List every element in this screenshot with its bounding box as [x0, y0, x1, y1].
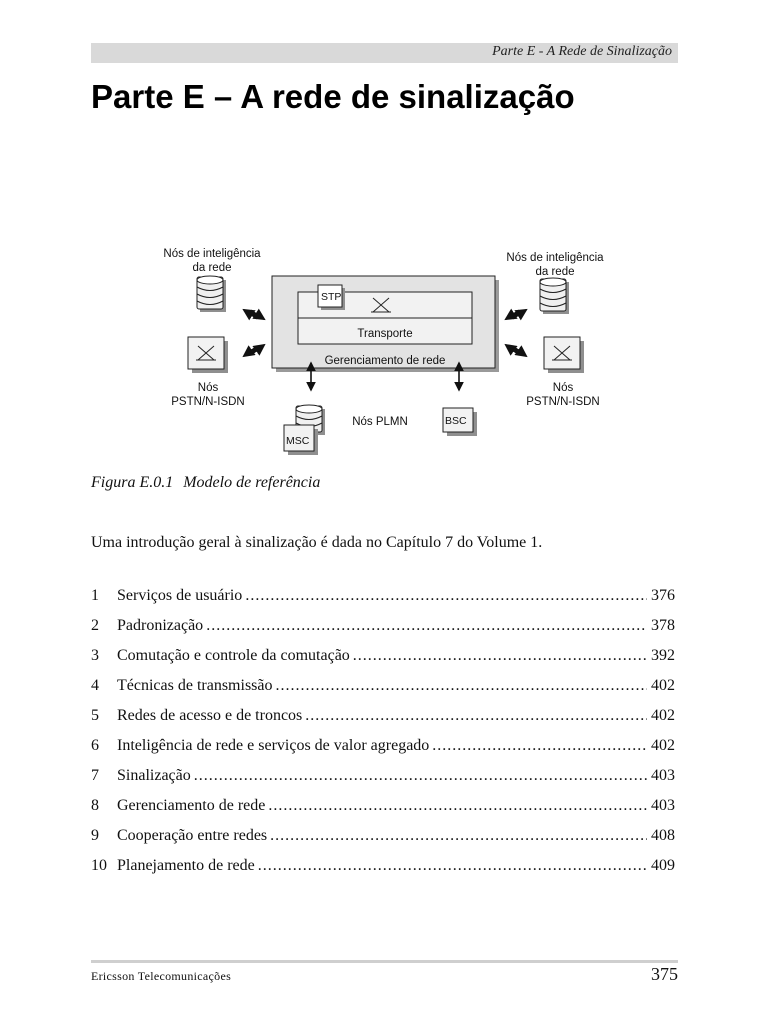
intelligence-left-line2: da rede	[192, 262, 232, 274]
toc-entry-title: Gerenciamento de rede	[117, 797, 266, 814]
figure-caption	[91, 474, 320, 492]
toc-leader-dots	[206, 617, 647, 635]
toc-leader-dots	[268, 797, 647, 815]
network-core-block	[272, 276, 499, 372]
toc-leader-dots	[276, 677, 648, 695]
pstn-left-line1: Nós	[197, 382, 219, 394]
toc-entry-page: 378	[651, 617, 675, 634]
stp-box	[318, 285, 345, 310]
bsc-label: BSC	[445, 415, 467, 427]
toc-entry[interactable]	[91, 617, 675, 647]
toc-entry-title: Cooperação entre redes	[117, 827, 268, 844]
pstn-right-line1: Nós	[552, 382, 574, 394]
intelligence-left-line1: Nós de inteligência	[163, 248, 261, 260]
toc-entry-title: Comutação e controle da comutação	[117, 647, 350, 664]
toc-leader-dots	[353, 647, 647, 665]
toc-entry[interactable]	[91, 857, 675, 887]
stp-label: STP	[321, 291, 342, 303]
toc-entry-number: 8	[91, 797, 99, 814]
plmn-label: Nós PLMN	[352, 416, 408, 428]
toc-entry-page: 409	[651, 857, 675, 874]
toc-entry-number: 6	[91, 737, 99, 754]
toc-entry-page: 403	[651, 797, 675, 814]
intelligence-right-line2: da rede	[535, 266, 575, 278]
toc-entry-title: Padronização	[117, 617, 204, 634]
table-of-contents	[91, 587, 675, 887]
toc-leader-dots	[270, 827, 647, 845]
toc-entry-title: Serviços de usuário	[117, 587, 243, 604]
footer-publisher: Ericsson Telecomunicações	[91, 969, 232, 983]
toc-entry-page: 376	[651, 587, 675, 604]
database-icon	[540, 278, 569, 314]
toc-entry[interactable]	[91, 647, 675, 677]
network-management-label: Gerenciamento de rede	[324, 355, 446, 367]
toc-entry[interactable]	[91, 827, 675, 857]
toc-entry-title: Redes de acesso e de troncos	[117, 707, 303, 724]
toc-entry[interactable]	[91, 707, 675, 737]
pstn-left-line2: PSTN/N-ISDN	[171, 396, 245, 408]
toc-entry-page: 402	[651, 737, 675, 754]
toc-entry-number: 7	[91, 767, 99, 784]
switch-icon	[544, 337, 584, 373]
toc-entry-page: 408	[651, 827, 675, 844]
toc-entry-number: 5	[91, 707, 99, 724]
toc-entry-page: 402	[651, 707, 675, 724]
toc-entry[interactable]	[91, 677, 675, 707]
intelligence-right-line1: Nós de inteligência	[506, 252, 604, 264]
running-header	[91, 43, 678, 63]
pstn-right-line2: PSTN/N-ISDN	[526, 396, 600, 408]
page-title: Parte E – A rede de sinalização	[91, 78, 575, 115]
toc-leader-dots	[305, 707, 647, 725]
toc-entry-page: 402	[651, 677, 675, 694]
msc-label: MSC	[286, 435, 310, 447]
toc-leader-dots	[258, 857, 647, 875]
toc-leader-dots	[194, 767, 647, 785]
footer-page-number: 375	[651, 964, 678, 984]
toc-entry-title: Inteligência de rede e serviços de valor agregado	[117, 737, 430, 754]
bsc-box	[443, 408, 477, 436]
toc-entry[interactable]	[91, 587, 675, 617]
toc-entry-number: 10	[91, 857, 107, 874]
toc-entry[interactable]	[91, 737, 675, 767]
footer-rule	[91, 960, 678, 963]
toc-entry-number: 1	[91, 587, 99, 604]
switch-icon	[188, 337, 228, 373]
toc-entry-number: 4	[91, 677, 99, 694]
intro-paragraph: Uma introdução geral à sinalização é dada no Capítulo 7 do Volume 1.	[91, 534, 543, 551]
msc-box	[284, 425, 318, 455]
toc-entry[interactable]	[91, 797, 675, 827]
toc-entry-title: Planejamento de rede	[117, 857, 255, 874]
toc-leader-dots	[432, 737, 647, 755]
running-header-title: Parte E - A Rede de Sinalização	[492, 44, 672, 59]
toc-entry-number: 9	[91, 827, 99, 844]
toc-entry-number: 2	[91, 617, 99, 634]
reference-model-figure	[140, 240, 640, 470]
figure-caption-title: Modelo de referência	[183, 474, 321, 491]
toc-leader-dots	[245, 587, 647, 605]
toc-entry-number: 3	[91, 647, 99, 664]
toc-entry-title: Técnicas de transmissão	[117, 677, 273, 694]
figure-caption-number: Figura E.0.1	[91, 474, 174, 491]
toc-entry-page: 392	[651, 647, 675, 664]
transport-label: Transporte	[357, 328, 413, 340]
toc-entry-title: Sinalização	[117, 767, 191, 784]
database-icon	[197, 276, 226, 312]
toc-entry[interactable]	[91, 767, 675, 797]
toc-entry-page: 403	[651, 767, 675, 784]
